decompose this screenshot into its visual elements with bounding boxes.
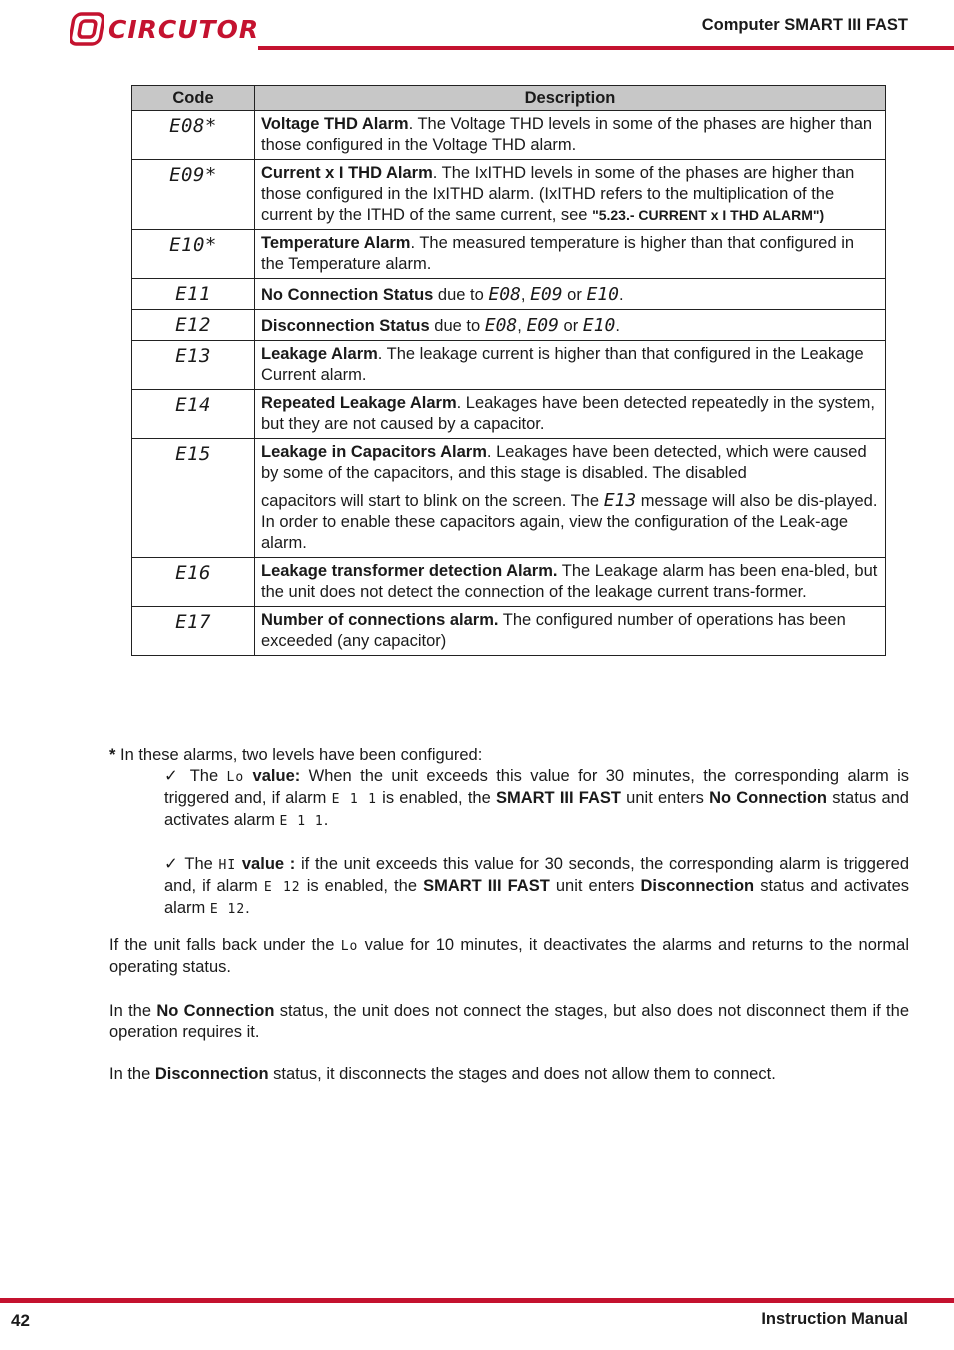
paragraph-no-connection	[109, 1001, 909, 1043]
alarm-code: E16	[175, 562, 211, 584]
note-text: status and activates alarm	[164, 789, 909, 829]
paragraph-disconnection	[109, 1064, 909, 1085]
alarm-description: . The IxITHD levels in some of the phases are higher than those configured in the IxITHD alarm. (IxITHD refers to the multiplication of the current by the ITHD of the same current, see	[261, 164, 855, 224]
note-text: status and activates alarm	[164, 877, 910, 917]
code-cell	[132, 310, 255, 341]
table-row	[132, 607, 886, 656]
alarm-description: . Leakages have been detected repeatedly in the system,	[456, 394, 875, 412]
note-text: if the unit exceeds this value for 30 seconds, the corresponding alarm is triggered and, if alarm	[164, 855, 910, 895]
document-title: Computer SMART III FAST	[701, 16, 908, 34]
code-cell	[132, 390, 255, 439]
code-cell	[132, 160, 255, 230]
alarm-code: E11	[175, 283, 211, 305]
note-intro-text: In these alarms, two levels have been configured:	[115, 746, 483, 764]
code-cell	[132, 558, 255, 607]
alarm-code-ref: E09	[530, 284, 563, 305]
product-name: SMART III FAST	[423, 877, 550, 895]
alarm-title: Number of connections alarm.	[261, 611, 499, 629]
alarm-title: Repeated Leakage Alarm	[261, 394, 457, 412]
separator: .	[618, 286, 624, 304]
table-row	[132, 310, 886, 341]
code-cell	[132, 230, 255, 279]
alarm-code: E12	[175, 314, 211, 336]
code-cell	[132, 341, 255, 390]
section-reference: "5.23.- CURRENT x I THD ALARM")	[592, 207, 825, 223]
note-text: The	[181, 767, 227, 785]
separator: or	[562, 286, 587, 304]
table-row	[132, 341, 886, 390]
lo-level-item	[164, 766, 909, 832]
paragraph-fallback	[109, 935, 909, 978]
hi-display-code: HI	[218, 858, 237, 873]
description-cell	[255, 111, 886, 160]
alarm-title: Leakage transformer detection Alarm.	[261, 562, 558, 580]
alarm-code-ref: E10	[586, 284, 619, 305]
separator: ,	[520, 286, 531, 304]
page-number: 42	[11, 1311, 30, 1330]
table-row	[132, 279, 886, 310]
alarm-description-line: In order to enable these capacitors again, view the configuration of the Leak-age alarm.	[261, 513, 849, 552]
paragraph-text: If the unit falls back under the	[109, 936, 341, 954]
alarm-display-code: E 12	[263, 880, 301, 895]
column-header-code: Code	[132, 86, 255, 111]
note-text: When the unit exceeds this value for 30 minutes, the corresponding alarm is triggered and, if alarm	[164, 767, 909, 807]
alarm-code: E13	[175, 345, 211, 367]
code-cell	[132, 439, 255, 558]
alarm-code: E10*	[169, 234, 217, 256]
alarm-title: Leakage in Capacitors Alarm	[261, 443, 487, 461]
product-name: SMART III FAST	[495, 789, 621, 807]
check-icon: ✓	[164, 855, 179, 873]
alarm-code-ref: E13	[603, 490, 637, 511]
alarm-title: Leakage Alarm	[261, 345, 378, 363]
alarm-display-code: E 12	[209, 902, 246, 917]
note-text: .	[323, 811, 329, 829]
alarm-description: The configured number of operations has been exceeded (any capacitor)	[261, 611, 846, 650]
alarm-code-table	[131, 85, 886, 656]
description-cell	[255, 607, 886, 656]
alarm-description-line	[261, 490, 879, 512]
description-cell	[255, 390, 886, 439]
alarm-title: No Connection Status	[261, 286, 434, 304]
alarm-description-line: but they are not caused by a capacitor.	[261, 415, 545, 433]
description-cell	[255, 558, 886, 607]
column-header-description: Description	[255, 86, 886, 111]
circutor-logo-icon	[70, 12, 104, 46]
alarm-description: . The leakage current is higher than that configured in the Leakage Current alarm.	[261, 345, 864, 384]
alarm-code: E17	[175, 611, 211, 633]
alarm-code-ref: E08	[488, 284, 521, 305]
asterisk: *	[109, 746, 116, 764]
alarm-description: . The measured temperature is higher than that configured in the Temperature alarm.	[261, 234, 855, 273]
code-cell	[132, 607, 255, 656]
note-text: unit enters	[620, 789, 710, 807]
alarm-title: Current x I THD Alarm	[261, 164, 433, 182]
note-text: is enabled, the	[300, 877, 424, 895]
code-cell	[132, 111, 255, 160]
table-row	[132, 390, 886, 439]
description-cell	[255, 341, 886, 390]
paragraph-text: status, the unit does not connect the stages, but also does not disconnect them if the operation requires it.	[109, 1002, 909, 1041]
alarm-description-text: message will also be dis-played.	[636, 492, 878, 510]
alarm-code-ref: E08	[484, 315, 518, 336]
alarm-display-code: E 1 1	[279, 814, 324, 829]
paragraph-text: In the	[109, 1065, 155, 1083]
paragraph-text: status, it disconnects the stages and does not allow them to connect.	[268, 1065, 776, 1083]
description-cell	[255, 160, 886, 230]
alarm-description: due to	[433, 286, 489, 304]
brand-logo	[70, 11, 259, 47]
description-cell	[255, 310, 886, 341]
brand-name: CIRCUTOR	[108, 14, 260, 44]
footer-title: Instruction Manual	[761, 1310, 908, 1328]
header-rule	[258, 46, 954, 50]
table-row	[132, 230, 886, 279]
table-row	[132, 439, 886, 558]
separator: or	[558, 317, 583, 335]
alarm-description: . Leakages have been detected, which were caused by some of the capacitors, and this stage is disabled. The disabled	[261, 443, 867, 482]
alarm-code: E09*	[169, 164, 217, 186]
status-name: Disconnection	[154, 1065, 269, 1083]
description-cell	[255, 279, 886, 310]
status-name: No Connection	[709, 789, 828, 807]
note-text: unit enters	[549, 877, 641, 895]
alarm-description: . The Voltage THD levels in some of the phases are higher than those configured in the Voltage THD alarm.	[261, 115, 873, 154]
separator: ,	[517, 317, 527, 335]
lo-display-code: Lo	[226, 770, 245, 785]
check-icon: ✓	[164, 767, 182, 785]
hi-level-item	[164, 854, 909, 920]
alarm-display-code: E 1 1	[331, 792, 377, 807]
note-text: is enabled, the	[376, 789, 496, 807]
hi-label: value :	[236, 855, 296, 873]
code-cell	[132, 279, 255, 310]
alarm-title: Temperature Alarm	[261, 234, 411, 252]
table-row	[132, 160, 886, 230]
note-text: The	[178, 855, 219, 873]
alarm-title: Voltage THD Alarm	[261, 115, 409, 133]
alarm-description: The Leakage alarm has been ena-bled, but the unit does not detect the connection of the leakage current trans-former.	[261, 562, 878, 601]
alarm-code-ref: E10	[582, 315, 616, 336]
alarm-code: E14	[175, 394, 211, 416]
paragraph-text: value for 10 minutes, it deactivates the alarms and returns to the normal operating status.	[109, 936, 909, 976]
alarm-code: E15	[175, 443, 211, 465]
separator: .	[615, 317, 620, 335]
status-name: No Connection	[156, 1002, 275, 1020]
lo-label: value:	[244, 767, 301, 785]
note-intro	[109, 745, 909, 766]
description-cell	[255, 230, 886, 279]
table-row	[132, 558, 886, 607]
alarm-description-text: capacitors will start to blink on the screen. The	[261, 492, 604, 510]
paragraph-text: In the	[109, 1002, 157, 1020]
lo-display-code: Lo	[340, 939, 359, 954]
description-cell	[255, 439, 886, 558]
footer-rule	[0, 1298, 954, 1303]
alarm-description: due to	[429, 317, 485, 335]
alarm-title: Disconnection Status	[261, 317, 430, 335]
table-header-row	[132, 86, 886, 111]
status-name: Disconnection	[640, 877, 755, 895]
alarm-levels-note	[109, 745, 909, 920]
note-text: .	[245, 899, 250, 917]
alarm-code: E08*	[169, 115, 217, 137]
table-row	[132, 111, 886, 160]
alarm-code-ref: E09	[526, 315, 559, 336]
